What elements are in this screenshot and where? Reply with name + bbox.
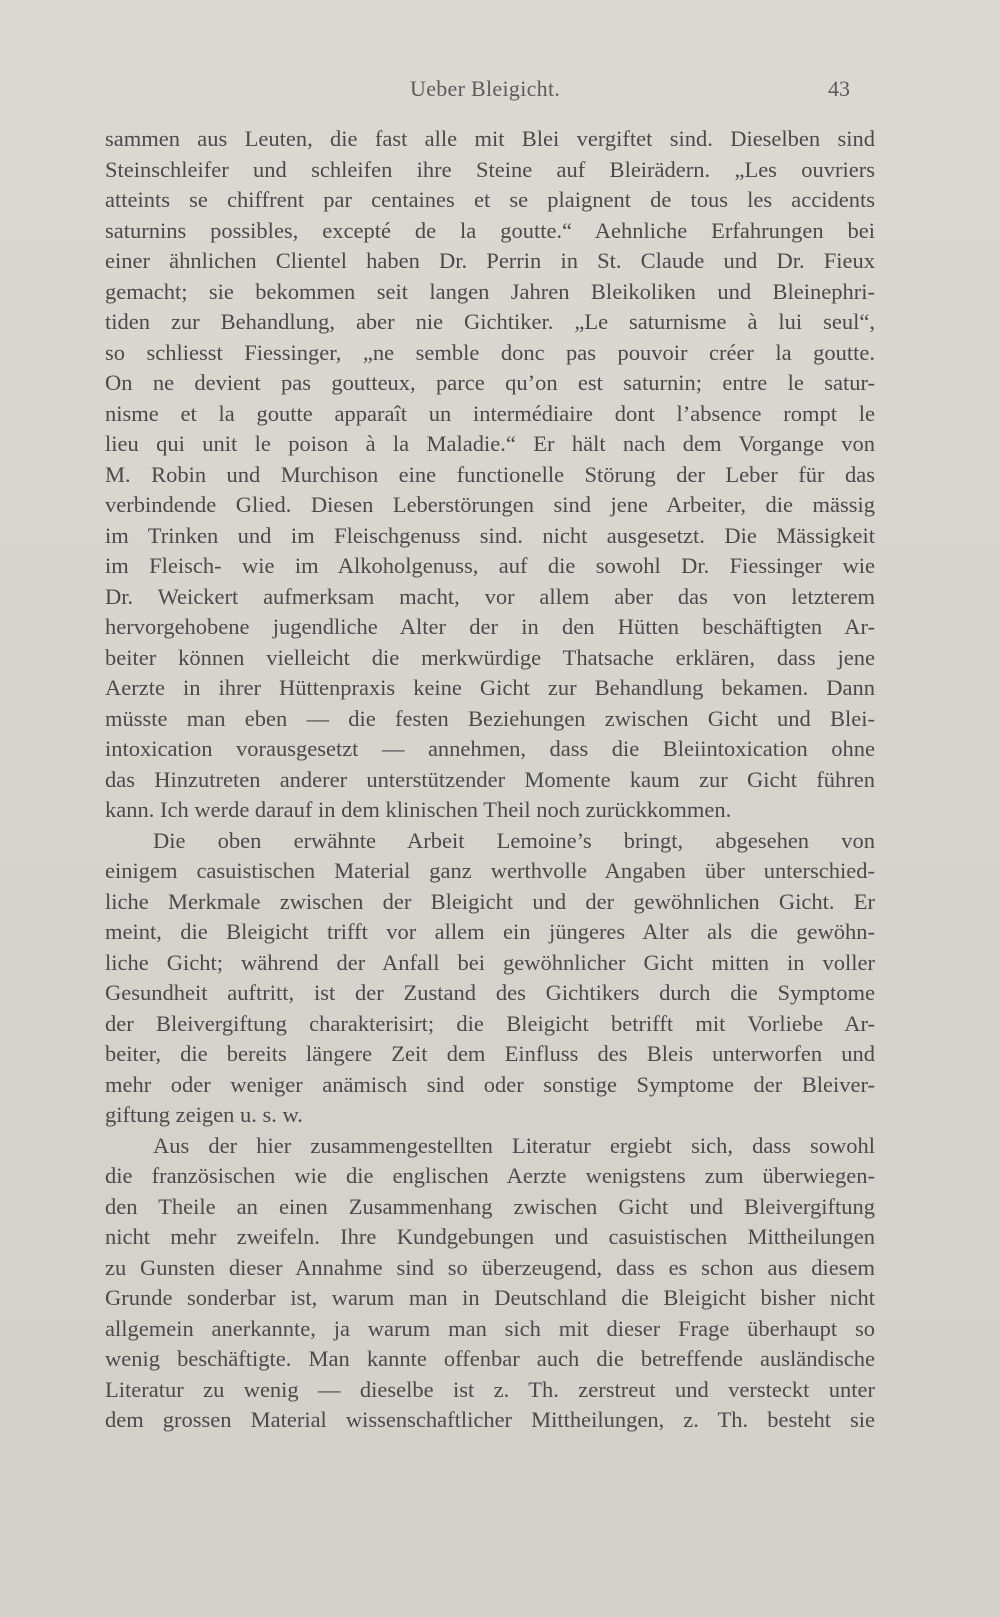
text-line: lieu qui unit le poison à la Maladie.“ Er hält nach dem Vorgange von — [105, 431, 875, 456]
text-line: Steinschleifer und schleifen ihre Steine auf Bleirädern. „Les ouvriers — [105, 156, 875, 182]
text-line: hervorgehobene jugendliche Alter der in den Hütten beschäftigten Ar- — [105, 614, 875, 639]
text-line: dem grossen Material wissenschaftlicher Mittheilungen, z. Th. besteht sie — [105, 1407, 875, 1432]
text-line: liche Gicht; während der Anfall bei gewöhnlicher Gicht mitten in voller — [105, 949, 875, 975]
text-line: einigem casuistischen Material ganz werthvolle Angaben über unterschied- — [105, 858, 875, 883]
text-line: mehr oder weniger anämisch sind oder sonstige Symptome der Bleiver- — [105, 1071, 875, 1097]
body-text — [105, 124, 875, 1436]
text-line: kann. Ich werde darauf in dem klinischen Theil noch zurückkommen. — [105, 797, 732, 822]
text-line: M. Robin und Murchison eine functionelle Störung der Leber für das — [105, 461, 875, 487]
text-line: Aerzte in ihrer Hüttenpraxis keine Gicht zur Behandlung bekamen. Dann — [105, 675, 875, 700]
page-number: 43 — [828, 76, 850, 101]
text-line: Die oben erwähnte Arbeit Lemoine’s bringt, abgesehen von — [153, 827, 875, 853]
text-line: On ne devient pas goutteux, parce qu’on est saturnin; entre le satur- — [105, 370, 875, 395]
text-line: intoxication vorausgesetzt — annehmen, dass die Bleiintoxication ohne — [105, 736, 875, 761]
running-head: Ueber Bleigicht. — [410, 76, 561, 101]
text-line: der Bleivergiftung charakterisirt; die Bleigicht betrifft mit Vorliebe Ar- — [105, 1010, 875, 1036]
text-line: allgemein anerkannte, ja warum man sich mit dieser Frage überhaupt so — [105, 1315, 875, 1341]
text-line: Aus der hier zusammengestellten Literatur ergiebt sich, dass sowohl — [153, 1132, 875, 1158]
text-line: einer ähnlichen Clientel haben Dr. Perrin in St. Claude und Dr. Fieux — [105, 248, 875, 273]
text-line: den Theile an einen Zusammenhang zwischen Gicht und Bleivergiftung — [105, 1193, 875, 1219]
text-line: die französischen wie die englischen Aerzte wenigstens zum überwiegen- — [105, 1163, 875, 1188]
text-line: verbindende Glied. Diesen Leberstörungen sind jene Arbeiter, die mässig — [105, 492, 875, 517]
page-header — [0, 72, 1000, 112]
text-line: atteints se chiffrent par centaines et se plaignent de tous les accidents — [105, 187, 875, 212]
text-line: das Hinzutreten anderer unterstützender Momente kaum zur Gicht führen — [105, 766, 875, 792]
text-line: Grunde sonderbar ist, warum man in Deutschland die Bleigicht bisher nicht — [105, 1285, 875, 1310]
text-line: meint, die Bleigicht trifft vor allem ein jüngeres Alter als die gewöhn- — [105, 919, 875, 944]
text-line: tiden zur Behandlung, aber nie Gichtiker. „Le saturnisme à lui seul“, — [105, 309, 875, 334]
text-line: gemacht; sie bekommen seit langen Jahren Bleikoliken und Bleinephri- — [105, 278, 875, 304]
text-line: zu Gunsten dieser Annahme sind so überzeugend, dass es schon aus diesem — [105, 1254, 875, 1280]
text-line: Dr. Weickert aufmerksam macht, vor allem aber das von letzterem — [105, 583, 875, 609]
text-line: beiter können vielleicht die merkwürdige Thatsache erklären, dass jene — [105, 644, 875, 670]
text-line: Literatur zu wenig — dieselbe ist z. Th. zerstreut und versteckt unter — [105, 1376, 875, 1402]
text-line: nisme et la goutte apparaît un intermédiaire dont l’absence rompt le — [105, 400, 875, 426]
text-line: saturnins possibles, excepté de la goutte.“ Aehnliche Erfahrungen bei — [105, 217, 875, 243]
text-line: müsste man eben — die festen Beziehungen zwischen Gicht und Blei- — [105, 705, 875, 731]
text-line: im Trinken und im Fleischgenuss sind. nicht ausgesetzt. Die Mässigkeit — [105, 522, 875, 548]
text-line: wenig beschäftigte. Man kannte offenbar auch die betreffende ausländische — [105, 1346, 875, 1371]
text-line: so schliesst Fiessinger, „ne semble donc pas pouvoir créer la goutte. — [105, 339, 875, 365]
text-line: im Fleisch- wie im Alkoholgenuss, auf die sowohl Dr. Fiessinger wie — [105, 553, 875, 578]
text-line: nicht mehr zweifeln. Ihre Kundgebungen und casuistischen Mittheilungen — [105, 1224, 875, 1249]
text-line: beiter, die bereits längere Zeit dem Einfluss des Bleis unterworfen und — [105, 1041, 875, 1066]
text-line: giftung zeigen u. s. w. — [105, 1102, 303, 1127]
text-line: sammen aus Leuten, die fast alle mit Blei vergiftet sind. Dieselben sind — [105, 126, 875, 151]
text-line: Gesundheit auftritt, ist der Zustand des Gichtikers durch die Symptome — [105, 980, 875, 1005]
text-line: liche Merkmale zwischen der Bleigicht und der gewöhnlichen Gicht. Er — [105, 888, 875, 914]
